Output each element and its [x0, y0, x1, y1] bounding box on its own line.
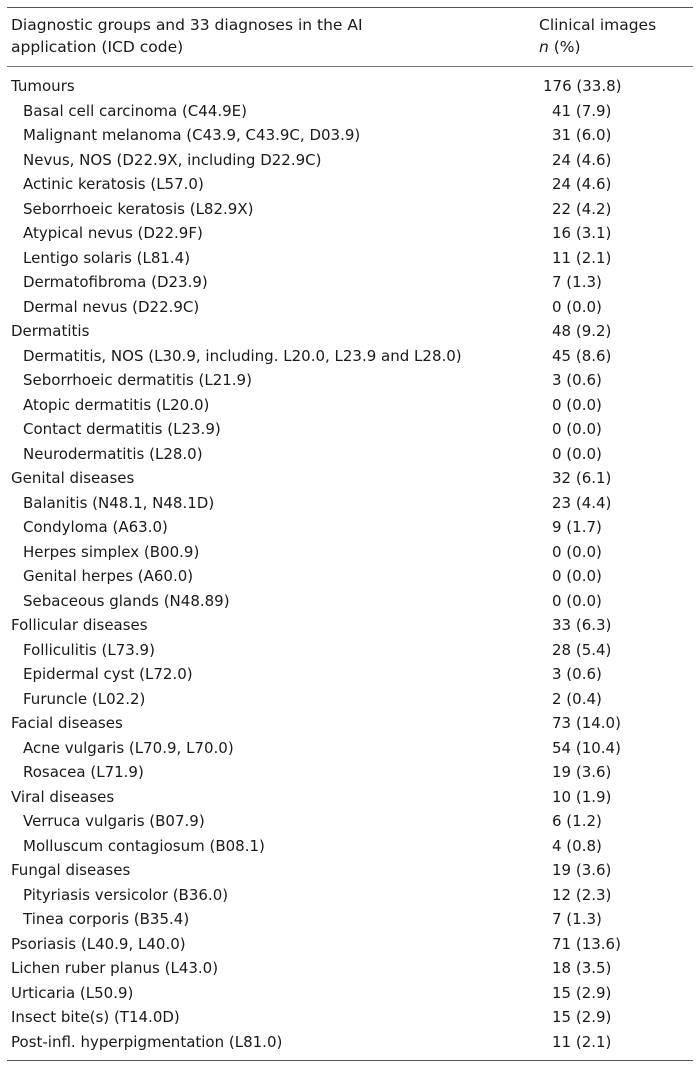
- row-value: 0 (0.0): [552, 591, 602, 610]
- row-label: Facial diseases: [11, 714, 123, 732]
- table-row-diagnosis: [7, 638, 693, 663]
- column-header-images-line1: Clinical images: [539, 16, 657, 34]
- row-value: 15 (2.9): [552, 1008, 612, 1026]
- row-label: Balanitis (N48.1, N48.1D): [23, 493, 215, 512]
- row-label: Acne vulgaris (L70.9, L70.0): [23, 738, 234, 757]
- table-row-diagnosis: [7, 883, 693, 908]
- table-row-diagnosis: [7, 662, 693, 687]
- row-label: Post-infl. hyperpigmentation (L81.0): [11, 1032, 283, 1051]
- row-label: Herpes simplex (B00.9): [23, 542, 200, 561]
- row-label: Seborrhoeic dermatitis (L21.9): [23, 371, 252, 389]
- row-label: Furuncle (L02.2): [23, 689, 146, 708]
- row-label: Verruca vulgaris (B07.9): [23, 812, 205, 830]
- table-row-diagnosis: [7, 589, 693, 614]
- row-label: Atopic dermatitis (L20.0): [23, 395, 210, 414]
- row-label: Condyloma (A63.0): [23, 518, 168, 536]
- column-header-pct: (%): [548, 38, 581, 56]
- row-value: 0 (0.0): [552, 395, 602, 414]
- row-label: Dermal nevus (D22.9C): [23, 297, 200, 316]
- table-row-diagnosis: [7, 907, 693, 932]
- table-row-diagnosis: [7, 540, 693, 565]
- column-header-images-line2: [539, 36, 689, 58]
- row-value: 32 (6.1): [552, 469, 612, 487]
- row-label: Rosacea (L71.9): [23, 763, 144, 781]
- column-header-diagnoses-line1: Diagnostic groups and 33 diagnoses in the AI: [11, 16, 363, 34]
- row-value: 24 (4.6): [552, 150, 612, 169]
- row-label: Follicular diseases: [11, 616, 148, 634]
- row-label: Folliculitis (L73.9): [23, 640, 155, 659]
- table-row-diagnosis: [7, 221, 693, 246]
- row-value: 48 (9.2): [552, 322, 612, 340]
- row-label: Psoriasis (L40.9, L40.0): [11, 934, 186, 953]
- row-label: Molluscum contagiosum (B08.1): [23, 836, 265, 855]
- table-row-group: [7, 1030, 693, 1055]
- table-bottom-rule: [7, 1060, 693, 1061]
- row-value: 11 (2.1): [552, 248, 612, 267]
- row-label: Tumours: [11, 77, 75, 95]
- table-row-diagnosis: [7, 442, 693, 467]
- row-value: 0 (0.0): [552, 444, 602, 463]
- row-value: 2 (0.4): [552, 689, 602, 708]
- table-row-group: [7, 466, 693, 491]
- row-value: 176 (33.8): [543, 77, 622, 95]
- table-row-diagnosis: [7, 344, 693, 369]
- row-value: 11 (2.1): [552, 1032, 612, 1051]
- row-value: 9 (1.7): [552, 518, 602, 536]
- row-value: 28 (5.4): [552, 640, 612, 659]
- row-label: Contact dermatitis (L23.9): [23, 420, 221, 438]
- row-value: 0 (0.0): [552, 567, 602, 585]
- row-value: 3 (0.6): [552, 371, 602, 389]
- row-label: Sebaceous glands (N48.89): [23, 591, 230, 610]
- table-row-diagnosis: [7, 148, 693, 173]
- table-row-diagnosis: [7, 809, 693, 834]
- table-header: [7, 8, 693, 59]
- row-label: Dermatitis: [11, 322, 90, 340]
- table-row-group: [7, 319, 693, 344]
- row-label: Epidermal cyst (L72.0): [23, 665, 193, 683]
- row-value: 16 (3.1): [552, 224, 612, 242]
- row-value: 18 (3.5): [552, 959, 612, 977]
- table-row-diagnosis: [7, 246, 693, 271]
- table-row-diagnosis: [7, 295, 693, 320]
- row-value: 41 (7.9): [552, 101, 612, 120]
- row-value: 31 (6.0): [552, 126, 612, 144]
- table-row-group: [7, 785, 693, 810]
- table-row-group: [7, 613, 693, 638]
- table-row-diagnosis: [7, 736, 693, 761]
- row-value: 7 (1.3): [552, 273, 602, 291]
- table-row-diagnosis: [7, 197, 693, 222]
- row-label: Fungal diseases: [11, 861, 131, 879]
- row-value: 73 (14.0): [552, 714, 621, 732]
- column-header-diagnoses-line2: application (ICD code): [11, 38, 184, 56]
- table-row-diagnosis: [7, 393, 693, 418]
- row-value: 71 (13.6): [552, 934, 621, 953]
- row-value: 0 (0.0): [552, 542, 602, 561]
- row-value: 45 (8.6): [552, 346, 612, 365]
- table-row-diagnosis: [7, 515, 693, 540]
- row-value: 12 (2.3): [552, 885, 612, 904]
- table-row-group: [7, 932, 693, 957]
- table-row-group: [7, 858, 693, 883]
- row-label: Malignant melanoma (C43.9, C43.9C, D03.9): [23, 126, 361, 144]
- table-row-group: [7, 711, 693, 736]
- table-row-group: [7, 1005, 693, 1030]
- table-row-diagnosis: [7, 417, 693, 442]
- row-label: Nevus, NOS (D22.9X, including D22.9C): [23, 150, 322, 169]
- row-value: 54 (10.4): [552, 738, 621, 757]
- row-value: 4 (0.8): [552, 836, 602, 855]
- row-value: 24 (4.6): [552, 175, 612, 193]
- row-label: Dermatitis, NOS (L30.9, including. L20.0, L23.9 and L28.0): [23, 346, 462, 365]
- row-label: Dermatofibroma (D23.9): [23, 273, 208, 291]
- row-label: Seborrhoeic keratosis (L82.9X): [23, 199, 254, 218]
- row-label: Actinic keratosis (L57.0): [23, 175, 204, 193]
- row-value: 15 (2.9): [552, 983, 612, 1002]
- table-row-group: [7, 956, 693, 981]
- row-value: 19 (3.6): [552, 763, 612, 781]
- table-row-diagnosis: [7, 99, 693, 124]
- row-label: Pityriasis versicolor (B36.0): [23, 885, 229, 904]
- row-value: 33 (6.3): [552, 616, 612, 634]
- table-body: [7, 67, 693, 1054]
- row-value: 3 (0.6): [552, 665, 602, 683]
- table-row-group: [7, 981, 693, 1006]
- table-row-diagnosis: [7, 491, 693, 516]
- row-value: 22 (4.2): [552, 199, 612, 218]
- row-value: 19 (3.6): [552, 861, 612, 879]
- row-value: 23 (4.4): [552, 493, 612, 512]
- row-label: Lentigo solaris (L81.4): [23, 248, 191, 267]
- table-row-diagnosis: [7, 270, 693, 295]
- row-label: Viral diseases: [11, 787, 115, 806]
- table-row-diagnosis: [7, 834, 693, 859]
- row-value: 10 (1.9): [552, 787, 612, 806]
- row-value: 7 (1.3): [552, 910, 602, 928]
- table-row-diagnosis: [7, 368, 693, 393]
- table-row-diagnosis: [7, 564, 693, 589]
- row-value: 0 (0.0): [552, 297, 602, 316]
- row-label: Genital diseases: [11, 469, 135, 487]
- row-label: Basal cell carcinoma (C44.9E): [23, 101, 248, 120]
- row-label: Neurodermatitis (L28.0): [23, 444, 203, 463]
- row-label: Genital herpes (A60.0): [23, 567, 194, 585]
- table-row-group: [7, 74, 693, 99]
- row-label: Atypical nevus (D22.9F): [23, 224, 203, 242]
- table-row-diagnosis: [7, 760, 693, 785]
- row-label: Urticaria (L50.9): [11, 983, 134, 1002]
- table-row-diagnosis: [7, 172, 693, 197]
- column-header-diagnoses: [11, 14, 531, 59]
- row-label: Tinea corporis (B35.4): [23, 910, 190, 928]
- column-header-images: [539, 14, 689, 59]
- row-label: Lichen ruber planus (L43.0): [11, 959, 219, 977]
- row-label: Insect bite(s) (T14.0D): [11, 1008, 180, 1026]
- diagnoses-table: [7, 7, 693, 1061]
- table-row-diagnosis: [7, 687, 693, 712]
- table-row-diagnosis: [7, 123, 693, 148]
- row-value: 0 (0.0): [552, 420, 602, 438]
- row-value: 6 (1.2): [552, 812, 602, 830]
- column-header-n: n: [539, 38, 549, 56]
